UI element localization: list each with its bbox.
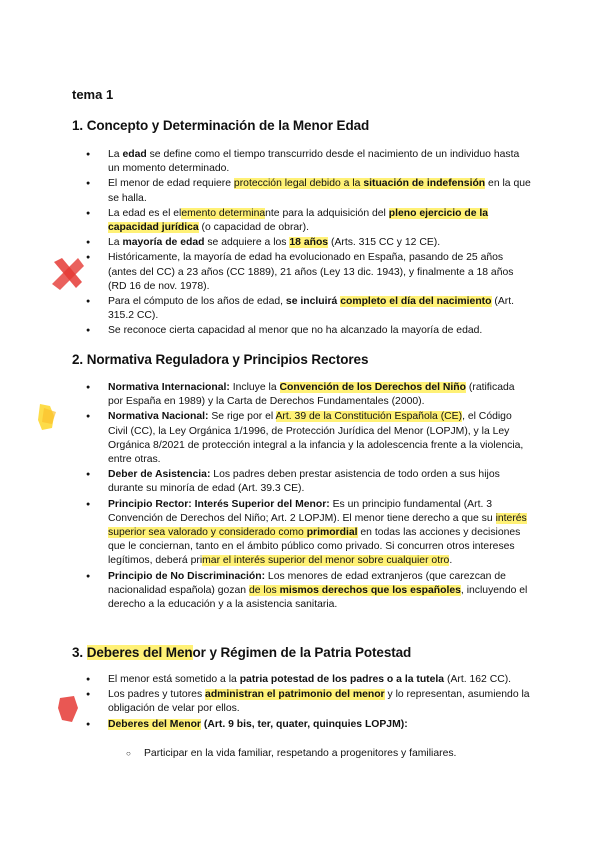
list-item: ● Para el cómputo de los años de edad, se incluirá completo el día del nacimiento (Art. 315.2 CC).	[72, 295, 532, 323]
list-item: ● Normativa Nacional: Se rige por el Art. 39 de la Constitución Española (CE), el Código Civil (CC), la Ley Orgánica 1/1996, de Protección Jurídica del Menor (LOPJM), y la Ley Orgánica 8/2021 de protección integral a la infancia y la adolescencia frente a la violencia, entre otras.	[72, 410, 532, 467]
list-item: ○ Participar en la vida familiar, respetando a progenitores y familiares.	[108, 747, 528, 761]
list-item: ● Los padres y tutores administran el patrimonio del menor y lo representan, asumiendo la obligación de velar por ellos.	[72, 688, 532, 716]
yellow-marker-mark-icon	[34, 402, 60, 432]
list-item: ● La edad es el elemento determinante para la adquisición del pleno ejercicio de la capacidad jurídica (o capacidad de obrar).	[72, 207, 532, 235]
topic-label: tema 1	[72, 87, 114, 102]
list-item: ● Deberes del Menor (Art. 9 bis, ter, quater, quinquies LOPJM):	[72, 718, 532, 732]
red-cross-mark-icon	[48, 254, 88, 294]
list-item: ● La edad se define como el tiempo transcurrido desde el nacimiento de un individuo hasta un momento determinado.	[72, 148, 532, 176]
list-item: ● Principio Rector: Interés Superior del Menor: Es un principio fundamental (Art. 3 Convención de Derechos del Niño; Art. 2 LOPJM). El menor tiene derecho a que su interés superior sea valorado y considerado como primordial en todas las acciones y decisiones que le conciernan, tanto en el ámbito público como privado. Si concurren otros intereses legítimos, deberá primar el interés superior del menor sobre cualquier otro.	[72, 498, 532, 569]
section-2-title: 2. Normativa Reguladora y Principios Rectores	[72, 352, 369, 367]
section-3-sublist	[108, 747, 528, 762]
section-1-list	[72, 148, 532, 340]
section-3-title: 3. Deberes del Menor y Régimen de la Patria Potestad	[72, 645, 412, 660]
list-item: ● El menor de edad requiere protección legal debido a la situación de indefensión en la que se halla.	[72, 177, 532, 205]
list-item: ● Principio de No Discriminación: Los menores de edad extranjeros (que carezcan de nacionalidad española) gozan de los mismos derechos que los españoles, incluyendo el derecho a la educación y a la asistencia sanitaria.	[72, 570, 532, 613]
section-1-title: 1. Concepto y Determinación de la Menor Edad	[72, 118, 370, 133]
section-2-list	[72, 381, 532, 613]
list-item: ● Deber de Asistencia: Los padres deben prestar asistencia de todo orden a sus hijos durante su minoría de edad (Art. 39.3 CE).	[72, 468, 532, 496]
section-3-list	[72, 673, 532, 733]
list-item: ● Históricamente, la mayoría de edad ha evolucionado en España, pasando de 25 años (antes del CC) a 23 años (CC 1889), 21 años (Ley 13 dic. 1943), y finalmente a 18 años (RD 16 de nov. 1978).	[72, 251, 532, 294]
red-marker-mark-icon	[56, 694, 80, 724]
list-item: ● Se reconoce cierta capacidad al menor que no ha alcanzado la mayoría de edad.	[72, 324, 532, 338]
list-item: ● El menor está sometido a la patria potestad de los padres o a la tutela (Art. 162 CC).	[72, 673, 532, 687]
list-item: ● Normativa Internacional: Incluye la Convención de los Derechos del Niño (ratificada por España en 1989) y la Carta de Derechos Fundamentales (2000).	[72, 381, 532, 409]
list-item: ● La mayoría de edad se adquiere a los 18 años (Arts. 315 CC y 12 CE).	[72, 236, 532, 250]
